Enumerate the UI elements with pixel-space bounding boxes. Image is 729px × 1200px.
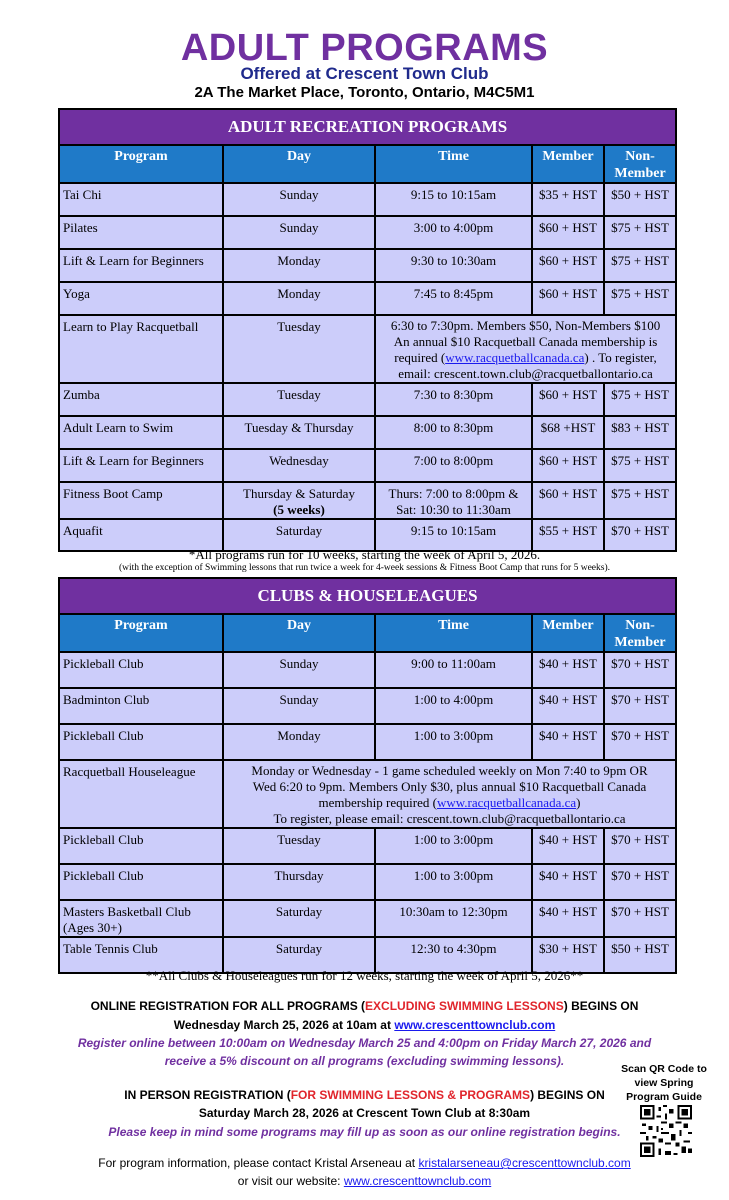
nonmember-price: $70 + HST bbox=[604, 900, 676, 937]
program-time: 7:00 to 8:00pm bbox=[375, 449, 532, 482]
recreation-table bbox=[58, 108, 677, 552]
table-row bbox=[59, 216, 676, 249]
nonmember-price: $75 + HST bbox=[604, 249, 676, 282]
nonmember-price: $70 + HST bbox=[604, 864, 676, 900]
info-line: Monday or Wednesday - 1 game scheduled weekly on Mon 7:40 to 9pm OR bbox=[251, 763, 648, 778]
nonmember-price: $70 + HST bbox=[604, 652, 676, 688]
program-name: Lift & Learn for Beginners bbox=[59, 249, 223, 282]
member-price: $60 + HST bbox=[532, 482, 604, 519]
program-time bbox=[375, 482, 532, 519]
programs-duration-note: *All programs run for 10 weeks, starting the week of April 5, 2026. bbox=[188, 547, 541, 562]
program-day: Monday bbox=[223, 724, 375, 760]
day-note: (5 weeks) bbox=[273, 502, 325, 517]
member-price: $40 + HST bbox=[532, 828, 604, 864]
program-day: Tuesday bbox=[223, 315, 375, 383]
table-row bbox=[59, 183, 676, 216]
program-time: 9:30 to 10:30am bbox=[375, 249, 532, 282]
nonmember-price: $83 + HST bbox=[604, 416, 676, 449]
info-line bbox=[379, 350, 672, 366]
member-price: $40 + HST bbox=[532, 688, 604, 724]
program-name: Tai Chi bbox=[59, 183, 223, 216]
program-day bbox=[223, 482, 375, 519]
table-row bbox=[59, 249, 676, 282]
program-day: Thursday bbox=[223, 864, 375, 900]
program-name: Pickleball Club bbox=[59, 828, 223, 864]
online-registration-heading bbox=[0, 997, 729, 1015]
visit-text: or visit our website: bbox=[237, 1174, 344, 1188]
info-text: membership required ( bbox=[318, 795, 437, 810]
program-time: 9:00 to 11:00am bbox=[375, 652, 532, 688]
table-row bbox=[59, 724, 676, 760]
info-line: 6:30 to 7:30pm. Members $50, Non-Members $100 bbox=[390, 318, 661, 333]
time-text: Sat: 10:30 to 11:30am bbox=[396, 502, 511, 517]
info-text: ) . To register, bbox=[584, 350, 657, 365]
program-time: 12:30 to 4:30pm bbox=[375, 937, 532, 973]
program-name: Yoga bbox=[59, 282, 223, 315]
nonmember-price: $70 + HST bbox=[604, 519, 676, 551]
table-row bbox=[59, 416, 676, 449]
page-title: ADULT PROGRAMS bbox=[180, 27, 549, 69]
online-date-text: Wednesday March 25, 2026 at 10am at bbox=[173, 1018, 395, 1032]
houseleague-info bbox=[223, 760, 676, 828]
program-name: Pickleball Club bbox=[59, 724, 223, 760]
program-day: Wednesday bbox=[223, 449, 375, 482]
program-day: Sunday bbox=[223, 652, 375, 688]
info-line: An annual $10 Racquetball Canada membership is bbox=[393, 334, 658, 349]
nonmember-price: $50 + HST bbox=[604, 937, 676, 973]
club-address: 2A The Market Place, Toronto, Ontario, M4C5M1 bbox=[194, 84, 535, 101]
col-time: Time bbox=[375, 145, 532, 183]
nonmember-price: $75 + HST bbox=[604, 449, 676, 482]
info-line bbox=[227, 795, 672, 811]
table-row bbox=[59, 652, 676, 688]
nonmember-price: $75 + HST bbox=[604, 482, 676, 519]
program-name: Adult Learn to Swim bbox=[59, 416, 223, 449]
program-time: 9:15 to 10:15am bbox=[375, 183, 532, 216]
qr-caption-line: Program Guide bbox=[626, 1091, 702, 1103]
clubs-duration-note: **All Clubs & Houseleagues run for 12 weeks, starting the week of April 5, 2026** bbox=[145, 968, 584, 983]
table-row bbox=[59, 282, 676, 315]
member-price: $60 + HST bbox=[532, 383, 604, 416]
nonmember-price: $50 + HST bbox=[604, 183, 676, 216]
col-member: Member bbox=[532, 614, 604, 652]
program-time: 1:00 to 3:00pm bbox=[375, 828, 532, 864]
contact-email-link[interactable]: kristalarseneau@crescenttownclub.com bbox=[418, 1156, 631, 1170]
page-subtitle: Offered at Crescent Town Club bbox=[240, 64, 489, 83]
nonmember-price: $75 + HST bbox=[604, 383, 676, 416]
program-day: Sunday bbox=[223, 183, 375, 216]
program-day: Saturday bbox=[223, 519, 375, 551]
table-row bbox=[59, 760, 676, 828]
discount-note-line1: Register online between 10:00am on Wednesday March 25 and 4:00pm on Friday March 27, 2026 and bbox=[77, 1036, 652, 1050]
member-price: $55 + HST bbox=[532, 519, 604, 551]
time-text: Thurs: 7:00 to 8:00pm & bbox=[388, 486, 519, 501]
day-text: Thursday & Saturday bbox=[243, 486, 355, 501]
member-price: $60 + HST bbox=[532, 249, 604, 282]
racquetball-canada-link[interactable]: www.racquetballcanada.ca bbox=[436, 795, 577, 810]
fill-up-note: Please keep in mind some programs may fill up as soon as our online registration begins. bbox=[108, 1125, 621, 1139]
in-person-registration-date: Saturday March 28, 2026 at Crescent Town Club at 8:30am bbox=[198, 1106, 531, 1120]
table-row bbox=[59, 482, 676, 519]
program-name: Racquetball Houseleague bbox=[59, 760, 223, 828]
programs-exception-note: (with the exception of Swimming lessons that run twice a week for 4-week sessions & Fitness Boot Camp that runs for 5 weeks). bbox=[118, 563, 610, 573]
member-price: $35 + HST bbox=[532, 183, 604, 216]
program-name: Pilates bbox=[59, 216, 223, 249]
program-time: 3:00 to 4:00pm bbox=[375, 216, 532, 249]
program-time: 7:30 to 8:30pm bbox=[375, 383, 532, 416]
program-time: 8:00 to 8:30pm bbox=[375, 416, 532, 449]
member-price: $60 + HST bbox=[532, 449, 604, 482]
program-day: Saturday bbox=[223, 900, 375, 937]
col-time: Time bbox=[375, 614, 532, 652]
info-text: required ( bbox=[394, 350, 446, 365]
program-name: Aquafit bbox=[59, 519, 223, 551]
contact-line bbox=[0, 1154, 729, 1172]
racquetball-info bbox=[375, 315, 676, 383]
info-line: To register, please email: crescent.town.club@racquetballontario.ca bbox=[273, 811, 626, 826]
program-name: Fitness Boot Camp bbox=[59, 482, 223, 519]
table-row bbox=[59, 315, 676, 383]
inperson-text: ) BEGINS ON bbox=[530, 1088, 605, 1102]
online-text: ) BEGINS ON bbox=[563, 999, 639, 1013]
member-price: $60 + HST bbox=[532, 282, 604, 315]
website-link-footer[interactable]: www.crescenttownclub.com bbox=[343, 1174, 492, 1188]
member-price: $30 + HST bbox=[532, 937, 604, 973]
qr-caption-line: Scan QR Code to bbox=[621, 1063, 707, 1075]
qr-caption-line: view Spring bbox=[634, 1077, 694, 1089]
online-exclusion: EXCLUDING SWIMMING LESSONS bbox=[365, 999, 564, 1013]
visit-line bbox=[0, 1172, 729, 1190]
program-name: Zumba bbox=[59, 383, 223, 416]
table-row bbox=[59, 449, 676, 482]
program-time: 7:45 to 8:45pm bbox=[375, 282, 532, 315]
program-name: Table Tennis Club bbox=[59, 937, 223, 973]
program-name: Pickleball Club bbox=[59, 864, 223, 900]
inperson-text: IN PERSON REGISTRATION ( bbox=[124, 1088, 291, 1102]
program-day: Sunday bbox=[223, 688, 375, 724]
col-member: Member bbox=[532, 145, 604, 183]
col-nonmember: Non-Member bbox=[604, 145, 676, 183]
program-name: Lift & Learn for Beginners bbox=[59, 449, 223, 482]
program-day: Monday bbox=[223, 249, 375, 282]
member-price: $60 + HST bbox=[532, 216, 604, 249]
website-link[interactable]: www.crescenttownclub.com bbox=[394, 1018, 556, 1032]
contact-text: For program information, please contact Kristal Arseneau at bbox=[98, 1156, 419, 1170]
program-day: Tuesday bbox=[223, 383, 375, 416]
program-time: 1:00 to 3:00pm bbox=[375, 864, 532, 900]
col-nonmember: Non-Member bbox=[604, 614, 676, 652]
qr-code-icon[interactable] bbox=[640, 1105, 692, 1157]
member-price: $40 + HST bbox=[532, 864, 604, 900]
member-price: $40 + HST bbox=[532, 652, 604, 688]
member-price: $40 + HST bbox=[532, 900, 604, 937]
program-time: 1:00 to 3:00pm bbox=[375, 724, 532, 760]
table-row bbox=[59, 688, 676, 724]
member-price: $68 +HST bbox=[532, 416, 604, 449]
online-text: ONLINE REGISTRATION FOR ALL PROGRAMS ( bbox=[90, 999, 366, 1013]
program-name: Learn to Play Racquetball bbox=[59, 315, 223, 383]
col-day: Day bbox=[223, 614, 375, 652]
discount-note-line2: receive a 5% discount on all programs (excluding swimming lessons). bbox=[164, 1054, 565, 1068]
program-day: Tuesday & Thursday bbox=[223, 416, 375, 449]
clubs-section-title: CLUBS & HOUSELEAGUES bbox=[59, 578, 676, 614]
nonmember-price: $75 + HST bbox=[604, 216, 676, 249]
clubs-table bbox=[58, 577, 677, 974]
online-registration-date bbox=[0, 1016, 729, 1034]
qr-caption bbox=[614, 1062, 714, 1104]
program-name: Pickleball Club bbox=[59, 652, 223, 688]
table-row bbox=[59, 383, 676, 416]
nonmember-price: $70 + HST bbox=[604, 688, 676, 724]
inperson-scope: FOR SWIMMING LESSONS & PROGRAMS bbox=[290, 1088, 531, 1102]
table-row bbox=[59, 828, 676, 864]
program-time: 9:15 to 10:15am bbox=[375, 519, 532, 551]
program-time: 1:00 to 4:00pm bbox=[375, 688, 532, 724]
info-line: email: crescent.town.club@racquetballontario.ca bbox=[398, 366, 653, 381]
table-row bbox=[59, 900, 676, 937]
col-day: Day bbox=[223, 145, 375, 183]
nonmember-price: $70 + HST bbox=[604, 724, 676, 760]
member-price: $40 + HST bbox=[532, 724, 604, 760]
program-day: Monday bbox=[223, 282, 375, 315]
program-name: Masters Basketball Club (Ages 30+) bbox=[59, 900, 223, 937]
program-day: Saturday bbox=[223, 937, 375, 973]
racquetball-canada-link[interactable]: www.racquetballcanada.ca bbox=[445, 350, 585, 365]
program-day: Tuesday bbox=[223, 828, 375, 864]
program-day: Sunday bbox=[223, 216, 375, 249]
table-row bbox=[59, 864, 676, 900]
info-text: ) bbox=[576, 795, 581, 810]
program-time: 10:30am to 12:30pm bbox=[375, 900, 532, 937]
recreation-section-title: ADULT RECREATION PROGRAMS bbox=[59, 109, 676, 145]
program-name: Badminton Club bbox=[59, 688, 223, 724]
info-line: Wed 6:20 to 9pm. Members Only $30, plus annual $10 Racquetball Canada bbox=[252, 779, 647, 794]
col-program: Program bbox=[59, 145, 223, 183]
nonmember-price: $70 + HST bbox=[604, 828, 676, 864]
col-program: Program bbox=[59, 614, 223, 652]
nonmember-price: $75 + HST bbox=[604, 282, 676, 315]
